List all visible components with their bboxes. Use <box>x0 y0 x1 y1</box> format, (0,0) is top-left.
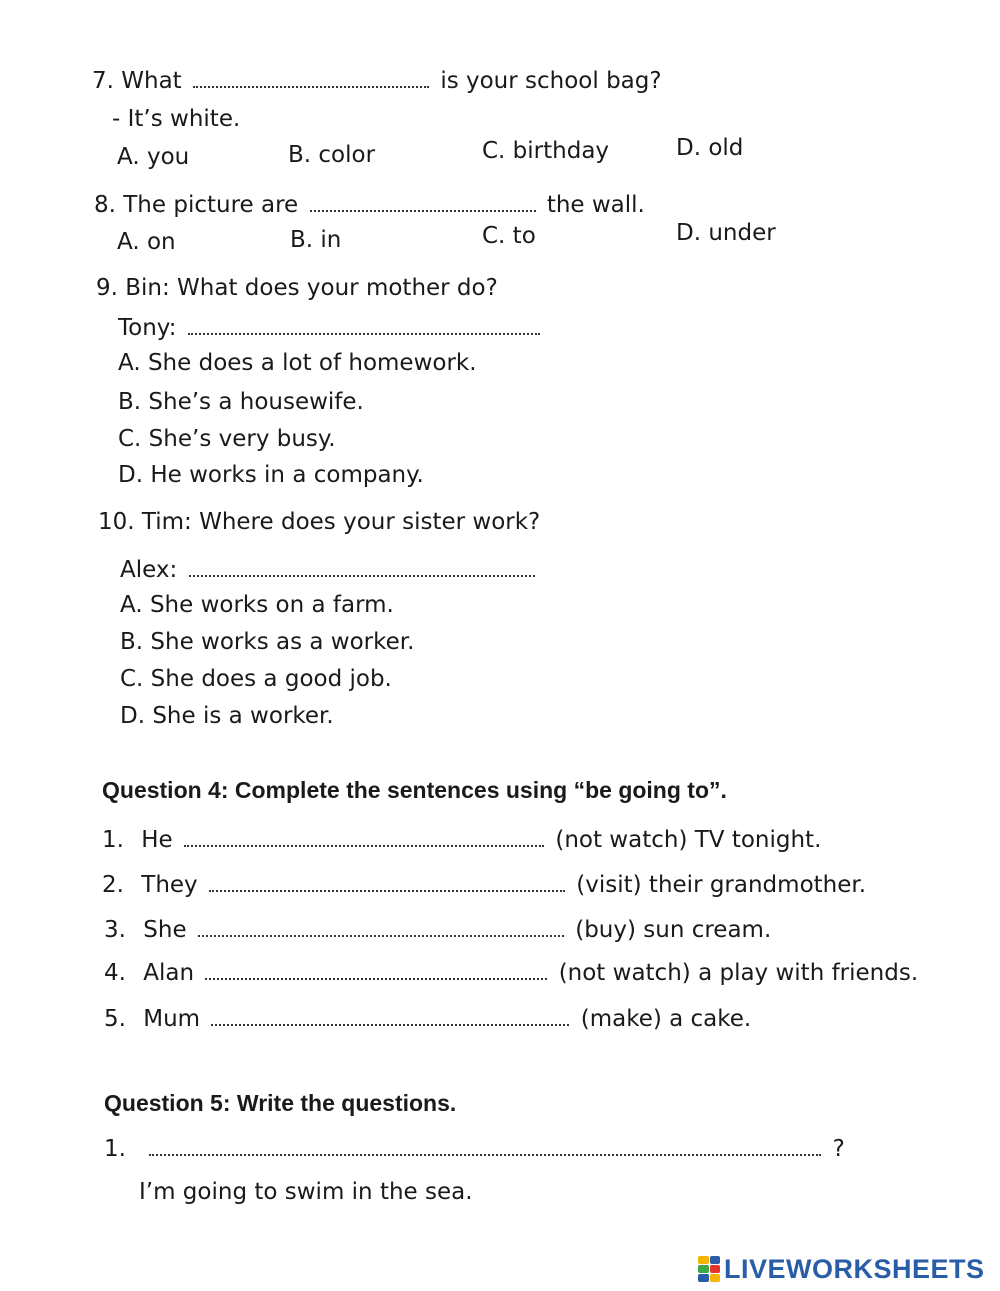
q9-option-a[interactable]: A. She does a lot of homework. <box>118 350 477 376</box>
q10-option-b[interactable]: B. She works as a worker. <box>120 629 415 655</box>
q4-item-hint: (make) a cake. <box>580 1006 752 1032</box>
q8-option-c[interactable]: C. to <box>482 223 536 249</box>
q9-question: 9. Bin: What does your mother do? <box>96 275 498 301</box>
q4-item-subject: She <box>143 917 187 943</box>
q7-option-d[interactable]: D. old <box>676 135 744 161</box>
q7-before: 7. What <box>92 68 182 94</box>
q4-item-hint: (not watch) TV tonight. <box>555 827 822 853</box>
q5-item-1-answer: I’m going to swim in the sea. <box>139 1179 473 1205</box>
q4-item-num: 5. <box>104 1006 126 1032</box>
q5-item-end: ? <box>832 1136 845 1162</box>
q10-option-c[interactable]: C. She does a good job. <box>120 666 392 692</box>
q7-blank[interactable] <box>193 86 429 88</box>
q9-answer-line <box>118 313 544 343</box>
q4-item-num: 2. <box>102 872 124 898</box>
q10-option-a[interactable]: A. She works on a farm. <box>120 592 394 618</box>
q4-item-subject: He <box>141 827 173 853</box>
q9-option-b[interactable]: B. She’s a housewife. <box>118 389 364 415</box>
q4-item-num: 1. <box>102 827 124 853</box>
q8-line <box>94 190 645 220</box>
q4-item-2 <box>102 870 866 900</box>
brand-logo[interactable] <box>698 1252 985 1286</box>
q7-after: is your school bag? <box>440 68 662 94</box>
q4-item-blank[interactable] <box>209 890 565 892</box>
q4-item-blank[interactable] <box>184 845 544 847</box>
q10-blank[interactable] <box>189 575 535 577</box>
q5-item-blank[interactable] <box>149 1154 821 1156</box>
q10-option-d[interactable]: D. She is a worker. <box>120 703 334 729</box>
q4-item-subject: They <box>141 872 198 898</box>
q7-answer: - It’s white. <box>112 106 241 132</box>
q4-item-hint: (visit) their grandmother. <box>576 872 867 898</box>
question5-heading: Question 5: Write the questions. <box>104 1090 457 1116</box>
q10-speaker: Alex: <box>120 557 178 583</box>
q7-option-c[interactable]: C. birthday <box>482 138 610 164</box>
q9-option-d[interactable]: D. He works in a company. <box>118 462 424 488</box>
liveworksheets-logo-icon <box>698 1256 720 1282</box>
q4-item-num: 4. <box>104 960 126 986</box>
q4-item-3 <box>104 915 771 945</box>
q4-item-blank[interactable] <box>198 935 564 937</box>
question4-heading: Question 4: Complete the sentences using “be going to”. <box>102 777 727 803</box>
q8-before: 8. The picture are <box>94 192 299 218</box>
q8-option-d[interactable]: D. under <box>676 220 776 246</box>
q4-item-subject: Alan <box>143 960 195 986</box>
q7-option-b[interactable]: B. color <box>288 142 376 168</box>
q9-option-c[interactable]: C. She’s very busy. <box>118 426 336 452</box>
q4-item-4 <box>104 958 918 988</box>
q4-item-1 <box>102 825 821 855</box>
q4-item-blank[interactable] <box>205 978 547 980</box>
q7-line <box>92 66 662 96</box>
q4-item-blank[interactable] <box>211 1024 569 1026</box>
q8-blank[interactable] <box>310 210 536 212</box>
q7-option-a[interactable]: A. you <box>117 144 190 170</box>
q4-item-5 <box>104 1004 751 1034</box>
q9-speaker: Tony: <box>118 315 177 341</box>
q8-option-a[interactable]: A. on <box>117 229 176 255</box>
q5-item-num: 1. <box>104 1136 126 1162</box>
q9-blank[interactable] <box>188 333 540 335</box>
q4-item-hint: (not watch) a play with friends. <box>558 960 919 986</box>
q4-item-subject: Mum <box>143 1006 201 1032</box>
q10-question: 10. Tim: Where does your sister work? <box>98 509 541 535</box>
q4-item-hint: (buy) sun cream. <box>575 917 772 943</box>
q5-item-1 <box>104 1134 845 1164</box>
brand-name: LIVEWORKSHEETS <box>724 1253 985 1284</box>
q4-item-num: 3. <box>104 917 126 943</box>
q8-after: the wall. <box>546 192 645 218</box>
q8-option-b[interactable]: B. in <box>290 227 342 253</box>
q10-answer-line <box>120 555 539 585</box>
